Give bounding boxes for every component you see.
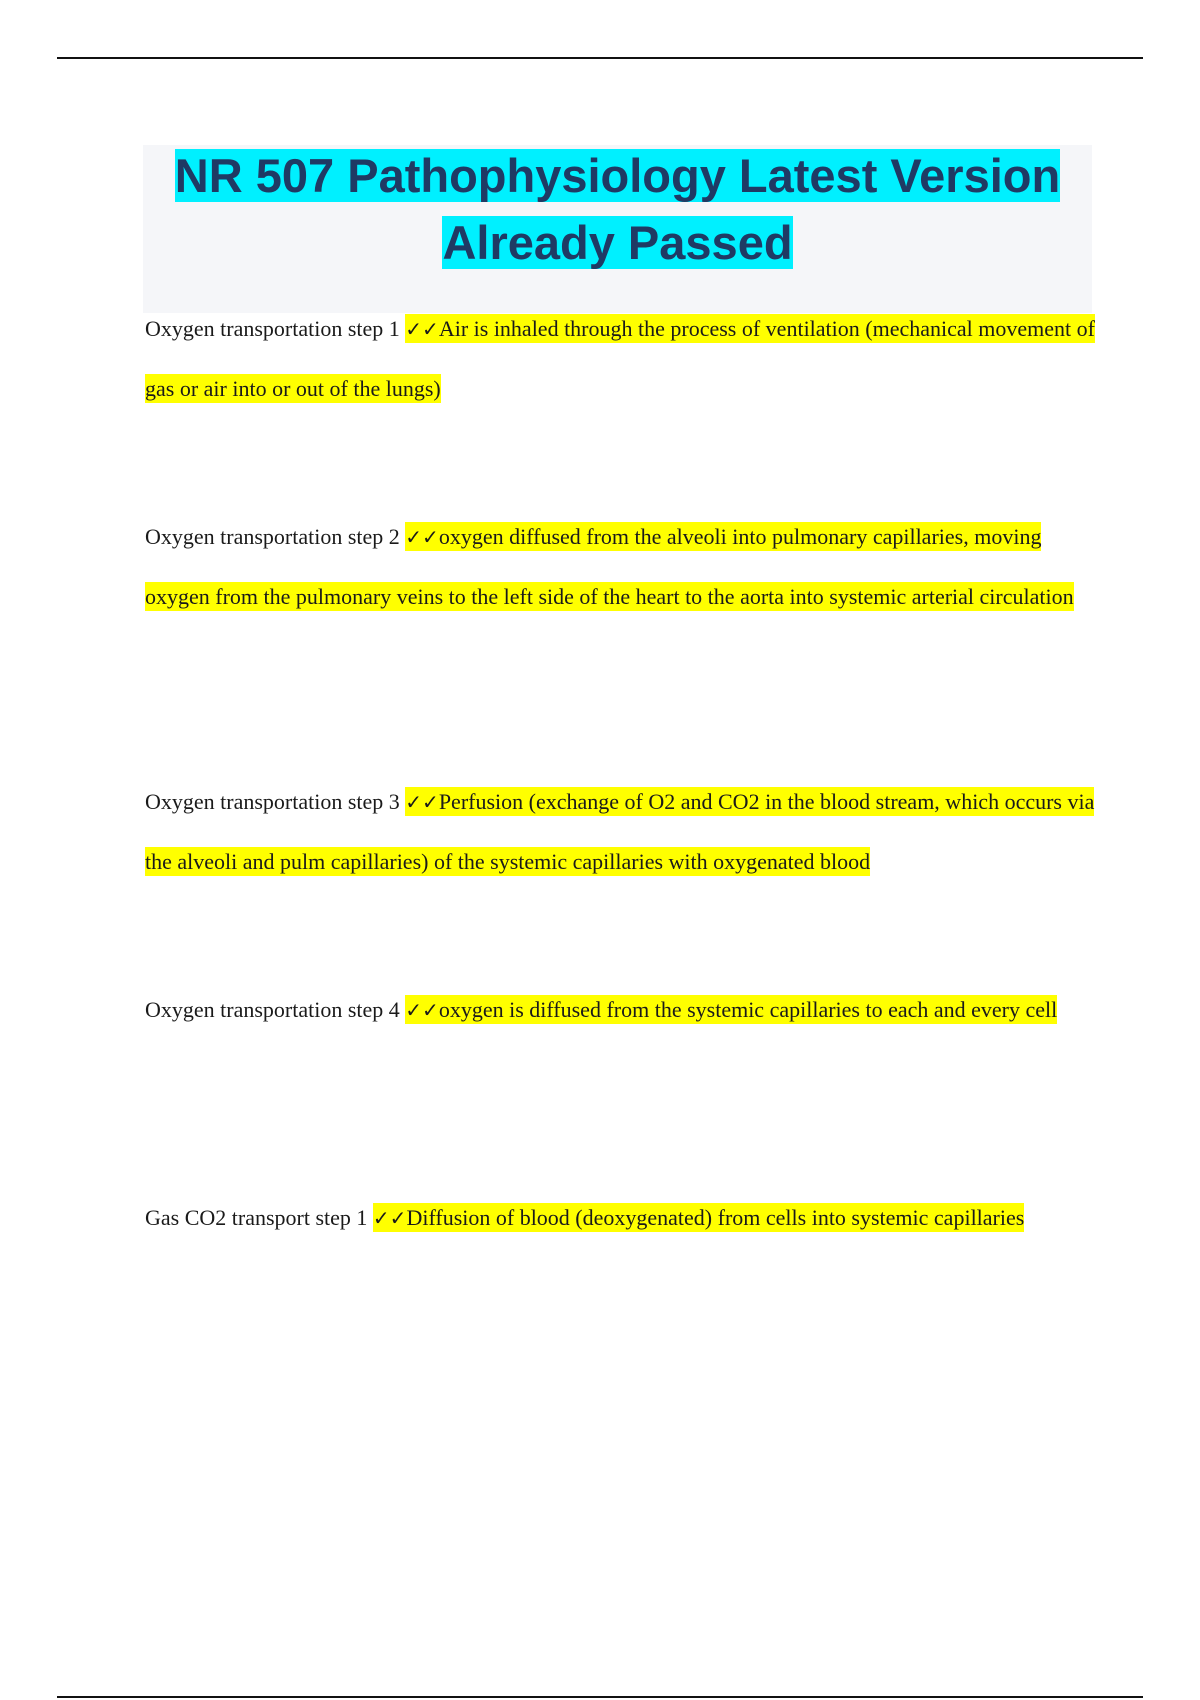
flashcard-entry [145, 299, 1095, 419]
flashcard-entry [145, 772, 1095, 892]
bottom-divider [57, 1696, 1143, 1698]
entry-term: Gas CO2 transport step 1 [145, 1205, 368, 1230]
double-check-icon: ✓✓ [372, 1206, 407, 1230]
entry-answer-text: oxygen diffused from the alveoli into pulmonary capillaries, moving oxygen from the pulmonary veins to the left side of the heart to the aorta into systemic arterial circulation [145, 524, 1074, 609]
entry-answer [373, 1203, 1024, 1232]
entry-term: Oxygen transportation step 3 [145, 789, 400, 814]
double-check-icon: ✓✓ [405, 317, 439, 341]
entry-term: Oxygen transportation step 1 [145, 316, 400, 341]
double-check-icon: ✓✓ [405, 525, 439, 549]
entry-answer-text: Air is inhaled through the process of ventilation (mechanical movement of gas or air into or out of the lungs) [145, 316, 1095, 401]
entry-term: Oxygen transportation step 4 [145, 997, 400, 1022]
page-title: NR 507 Pathophysiology Latest Version Already Passed [174, 149, 1061, 269]
entry-answer-text: Perfusion (exchange of O2 and CO2 in the blood stream, which occurs via the alveoli and pulm capillaries) of the systemic capillaries with oxygenated blood [145, 789, 1095, 874]
entry-term: Oxygen transportation step 2 [145, 524, 400, 549]
entry-answer-text: Diffusion of blood (deoxygenated) from cells into systemic capillaries [406, 1205, 1025, 1230]
double-check-icon: ✓✓ [405, 790, 439, 814]
double-check-icon: ✓✓ [405, 998, 439, 1022]
title-panel [143, 145, 1092, 313]
entry-answer-text: oxygen is diffused from the systemic capillaries to each and every cell [438, 997, 1058, 1022]
flashcard-entry [145, 980, 1095, 1040]
entry-answer [405, 995, 1057, 1024]
flashcard-entry [145, 507, 1095, 627]
flashcard-entry [145, 1188, 1095, 1248]
top-divider [57, 57, 1143, 59]
